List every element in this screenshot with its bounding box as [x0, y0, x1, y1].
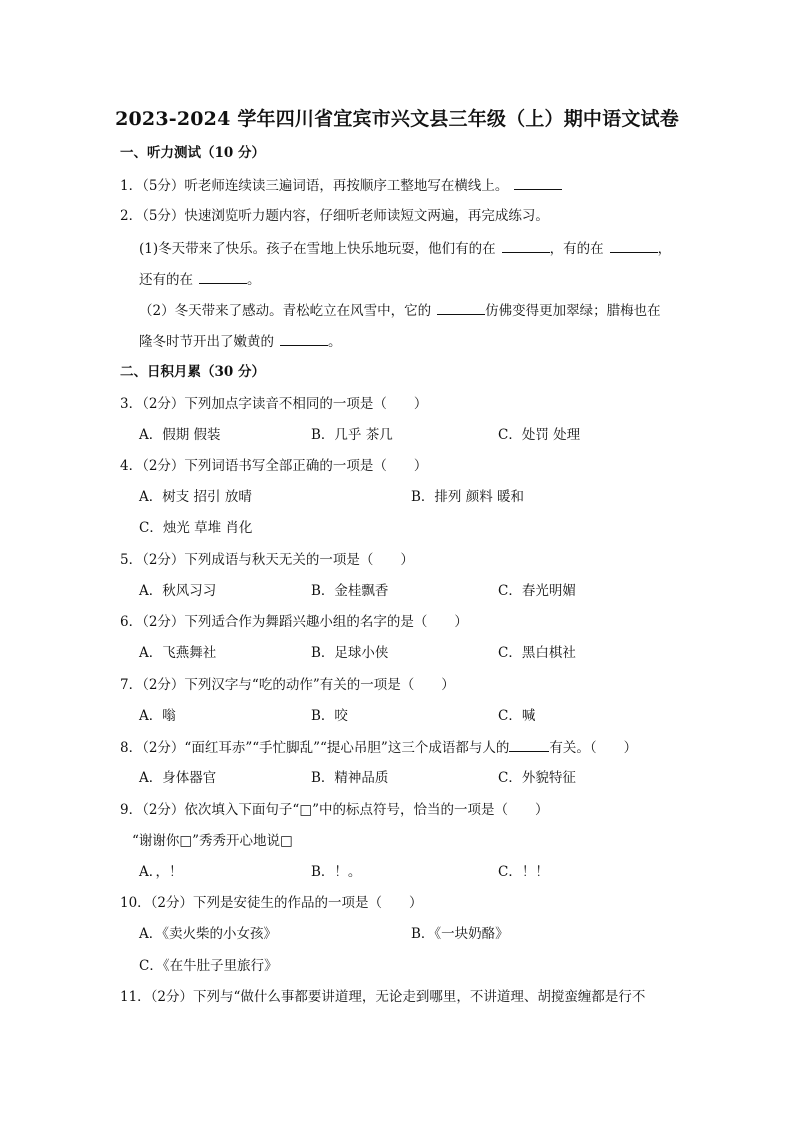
- q2-2-text-c: 隆冬时节开出了嫩黄的: [139, 334, 274, 350]
- question-8: [120, 737, 637, 758]
- q4-option-b[interactable]: B．排列 颜料 暖和: [411, 489, 525, 505]
- question-4: 4．（2分）下列词语书写全部正确的一项是（ ）: [120, 458, 428, 474]
- q5-option-a[interactable]: A．秋风习习: [139, 583, 217, 599]
- q6-option-a[interactable]: A．飞燕舞社: [139, 645, 217, 661]
- question-2-part-2-cont: [139, 331, 342, 352]
- q3-option-b[interactable]: B．几乎 茶几: [311, 427, 393, 443]
- q10-option-b[interactable]: B．《一块奶酪》: [411, 926, 509, 942]
- question-2-part-1: [139, 238, 671, 259]
- q7-option-b[interactable]: B．咬: [311, 708, 348, 724]
- answer-blank[interactable]: [509, 737, 549, 752]
- q5-option-b[interactable]: B．金桂飘香: [311, 583, 389, 599]
- question-2: 2．（5分）快速浏览听力题内容，仔细听老师读短文两遍，再完成练习。: [120, 208, 549, 224]
- page-title: 2023-2024 学年四川省宜宾市兴文县三年级（上）期中语文试卷: [115, 108, 679, 130]
- q8-text-a: 8．（2分）“面红耳赤”“手忙脚乱”“提心吊胆”这三个成语都与人的: [120, 740, 510, 756]
- q8-option-c[interactable]: C．外貌特征: [498, 770, 576, 786]
- q6-option-c[interactable]: C．黑白棋社: [498, 645, 576, 661]
- question-9: 9．（2分）依次填入下面句子“□”中的标点符号，恰当的一项是（ ）: [120, 802, 549, 818]
- answer-blank[interactable]: [437, 300, 485, 315]
- q4-option-a[interactable]: A．树支 招引 放晴: [139, 489, 252, 505]
- q2-1-text-c: ，: [657, 241, 672, 257]
- question-2-part-2: [139, 300, 661, 321]
- section-heading-1: 一、听力测试（10 分）: [120, 145, 265, 161]
- q6-option-b[interactable]: B．足球小侠: [311, 645, 389, 661]
- q4-option-c[interactable]: C．烛光 草堆 肖化: [139, 520, 253, 536]
- answer-blank[interactable]: [514, 175, 562, 190]
- q8-option-b[interactable]: B．精神品质: [311, 770, 389, 786]
- answer-blank[interactable]: [502, 238, 550, 253]
- question-1-text: 1．（5分）听老师连续读三遍词语，再按顺序工整地写在横线上。: [120, 178, 509, 194]
- q2-1-text-d: 还有的在: [139, 272, 193, 288]
- q5-option-c[interactable]: C．春光明媚: [498, 583, 576, 599]
- q2-1-text-a: (1)冬天带来了快乐。孩子在雪地上快乐地玩耍，他们有的在: [139, 241, 496, 257]
- question-7: 7．（2分）下列汉字与“吃的动作”有关的一项是（ ）: [120, 677, 455, 693]
- q7-option-c[interactable]: C．喊: [498, 708, 536, 724]
- question-2-part-1-cont: [139, 269, 261, 290]
- q8-option-a[interactable]: A．身体器官: [139, 770, 217, 786]
- question-10: 10．（2分）下列是安徒生的作品的一项是（ ）: [120, 895, 423, 911]
- q9-option-b[interactable]: B．！。: [311, 864, 362, 880]
- question-3: 3．（2分）下列加点字读音不相同的一项是（ ）: [120, 396, 428, 412]
- q2-1-text-b: ，有的在: [549, 241, 604, 257]
- question-1: [120, 175, 562, 196]
- question-11: 11．（2分）下列与“做什么事都要讲道理，无论走到哪里，不讲道理、胡搅蛮缠都是行不: [120, 989, 646, 1005]
- q2-2-text-b: 仿佛变得更加翠绿；腊梅也在: [485, 303, 661, 319]
- q3-option-a[interactable]: A．假期 假装: [139, 427, 221, 443]
- question-6: 6．（2分）下列适合作为舞蹈兴趣小组的名字的是（ ）: [120, 614, 468, 630]
- q3-option-c[interactable]: C．处罚 处理: [498, 427, 581, 443]
- q7-option-a[interactable]: A．嗡: [139, 708, 176, 724]
- q2-1-text-e: 。: [247, 272, 261, 288]
- q10-option-c[interactable]: C．《在牛肚子里旅行》: [139, 958, 278, 974]
- answer-blank[interactable]: [610, 238, 658, 253]
- question-5: 5．（2分）下列成语与秋天无关的一项是（ ）: [120, 552, 414, 568]
- q9-option-c[interactable]: C．！！: [498, 864, 549, 880]
- q9-sentence: “谢谢你□”秀秀开心地说□: [132, 833, 293, 849]
- q2-2-text-d: 。: [328, 334, 342, 350]
- q10-option-a[interactable]: A．《卖火柴的小女孩》: [139, 926, 277, 942]
- answer-blank[interactable]: [199, 269, 247, 284]
- answer-blank[interactable]: [280, 331, 328, 346]
- q8-text-b: 有关。（ ）: [549, 740, 638, 756]
- section-heading-2: 二、日积月累（30 分）: [120, 364, 265, 380]
- q9-option-a[interactable]: A．，！: [139, 864, 183, 880]
- q2-2-text-a: （2）冬天带来了感动。青松屹立在风雪中，它的: [139, 303, 432, 319]
